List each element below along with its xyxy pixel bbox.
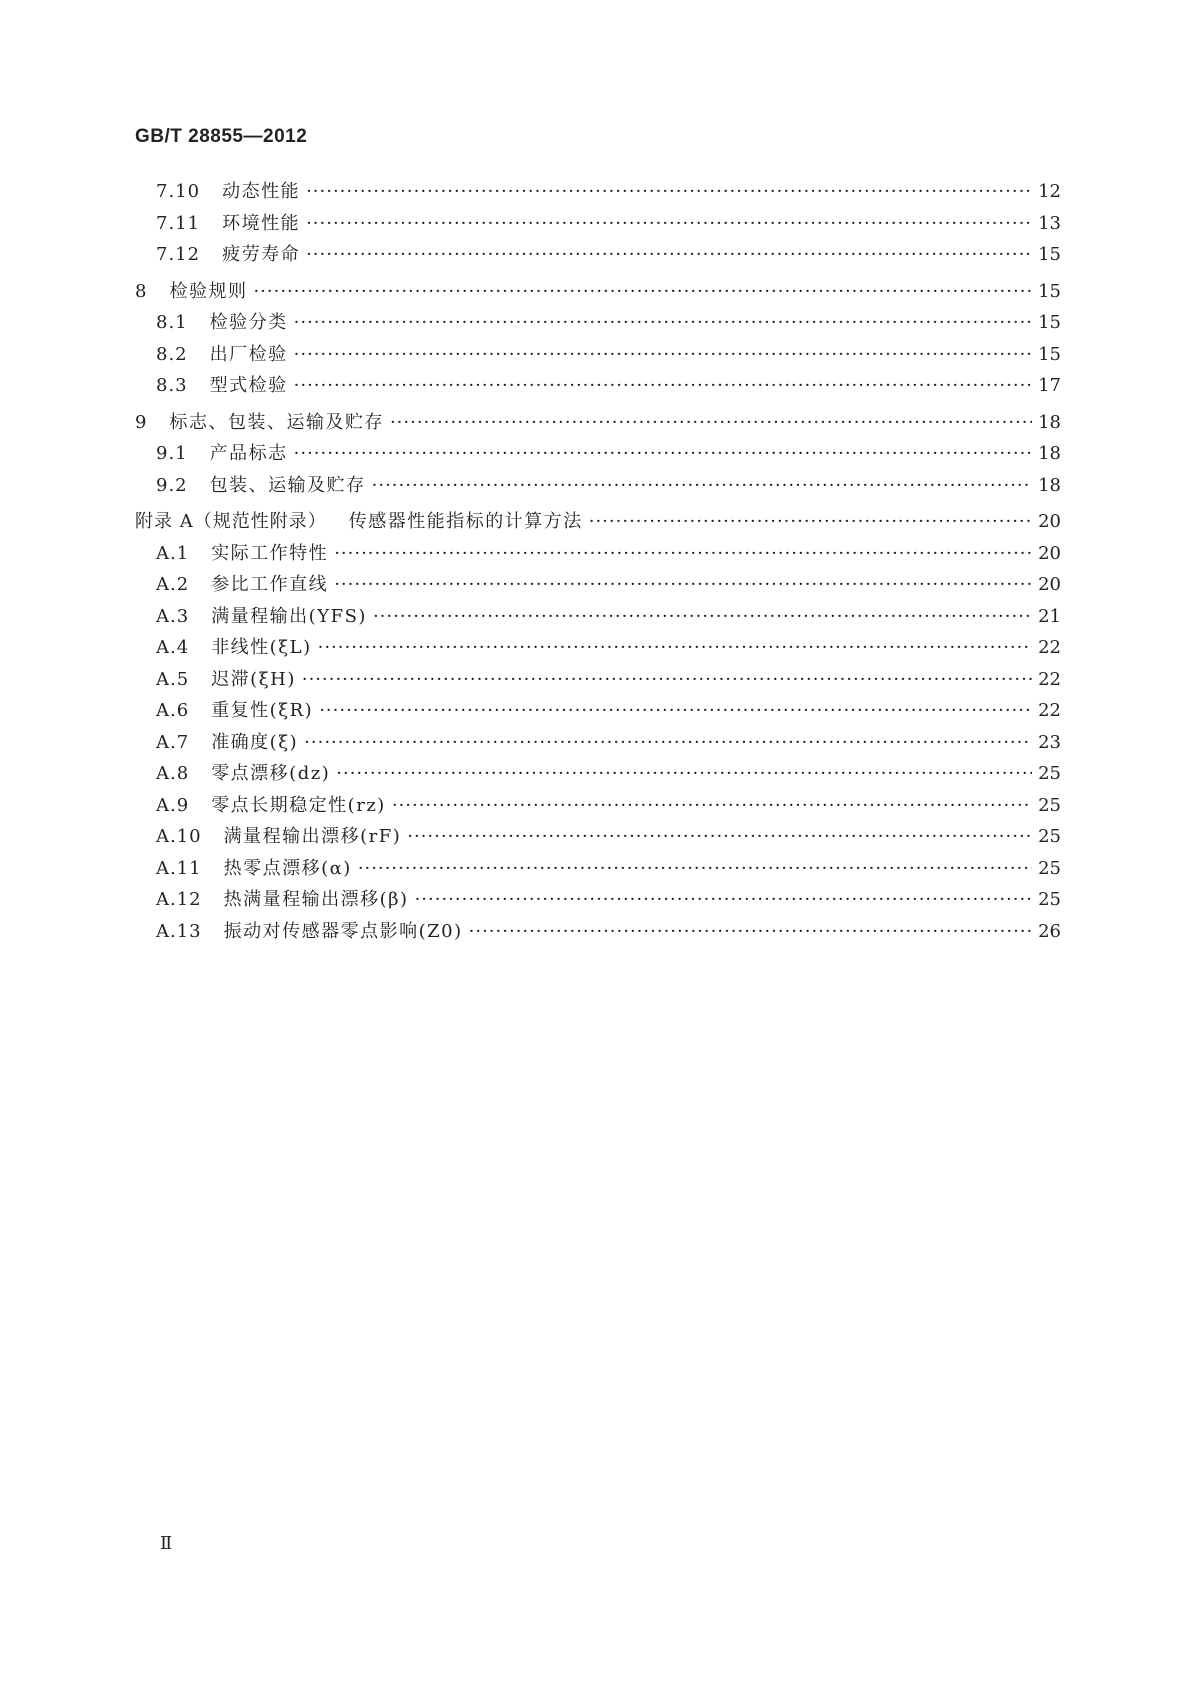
- toc-entry-number: 7.11: [156, 212, 201, 234]
- toc-entry[interactable]: [135, 208, 1061, 240]
- toc-entry[interactable]: [135, 470, 1061, 502]
- toc-entry-number: A.6: [156, 700, 190, 721]
- toc-entry-title: 检验分类: [209, 312, 288, 333]
- toc-entry[interactable]: [135, 339, 1061, 371]
- toc-entry-page: 26: [1038, 920, 1061, 942]
- toc-entry-title: 产品标志: [209, 443, 288, 464]
- toc-dot-leader: [294, 438, 1032, 470]
- toc-entry-title: 零点漂移(dz): [211, 763, 331, 784]
- table-of-contents: [135, 176, 1061, 947]
- toc-entry-title: 非线性(ξL): [211, 637, 312, 658]
- toc-entry[interactable]: [135, 601, 1061, 633]
- toc-entry-number: A.7: [156, 731, 190, 753]
- toc-entry-number: A.12: [156, 889, 202, 910]
- toc-entry-number: 9.2: [156, 474, 188, 496]
- toc-dot-leader: [372, 470, 1032, 502]
- toc-entry-page: 15: [1038, 343, 1061, 365]
- toc-entry-title: 传感器性能指标的计算方法: [348, 511, 583, 532]
- toc-entry[interactable]: [135, 884, 1061, 916]
- toc-entry-number: A.10: [156, 826, 202, 847]
- toc-dot-leader: [253, 276, 1032, 308]
- toc-entry-number: A.3: [156, 605, 190, 627]
- toc-entry-page: 22: [1038, 668, 1061, 690]
- toc-entry-title: 疲劳寿命: [222, 244, 301, 265]
- toc-entry-page: 25: [1038, 826, 1061, 847]
- toc-entry[interactable]: [135, 632, 1061, 664]
- toc-entry-number: A.2: [156, 574, 190, 595]
- toc-entry-title: 环境性能: [222, 212, 301, 234]
- toc-entry[interactable]: [135, 821, 1061, 853]
- toc-entry-title: 热零点漂移(α): [223, 857, 352, 879]
- toc-entry-number: A.9: [156, 794, 190, 816]
- toc-entry-page: 20: [1038, 542, 1061, 564]
- standard-number: GB/T 28855—2012: [135, 126, 308, 147]
- toc-entry-title: 重复性(ξR): [211, 700, 314, 721]
- toc-entry-number: 8.1: [156, 312, 188, 333]
- toc-dot-leader: [306, 239, 1032, 271]
- toc-entry-page: 25: [1038, 794, 1061, 816]
- toc-entry-page: 21: [1038, 605, 1061, 627]
- toc-entry-title: 标志、包装、运输及贮存: [169, 411, 384, 433]
- toc-entry-page: 18: [1038, 474, 1061, 496]
- toc-dot-leader: [294, 370, 1032, 402]
- toc-dot-leader: [390, 407, 1032, 439]
- toc-entry-number: 8.2: [156, 343, 188, 365]
- toc-entry-page: 25: [1038, 763, 1061, 784]
- toc-dot-leader: [407, 821, 1032, 853]
- toc-entry[interactable]: [135, 569, 1061, 601]
- toc-entry-page: 18: [1038, 443, 1061, 464]
- toc-dot-leader: [589, 506, 1032, 538]
- toc-entry-page: 12: [1038, 181, 1061, 202]
- toc-dot-leader: [334, 569, 1032, 601]
- toc-entry-title: 实际工作特性: [211, 542, 329, 564]
- toc-entry-page: 20: [1038, 574, 1061, 595]
- toc-entry-page: 15: [1038, 280, 1061, 302]
- toc-entry-page: 22: [1038, 700, 1061, 721]
- toc-entry[interactable]: [135, 916, 1061, 948]
- toc-entry-page: 15: [1038, 312, 1061, 333]
- toc-entry-number: 附录 A（规范性附录）: [135, 511, 327, 532]
- toc-entry-page: 23: [1038, 731, 1061, 753]
- toc-entry[interactable]: [135, 664, 1061, 696]
- toc-entry-page: 25: [1038, 857, 1061, 879]
- toc-dot-leader: [358, 853, 1032, 885]
- toc-entry[interactable]: [135, 758, 1061, 790]
- toc-dot-leader: [306, 176, 1032, 208]
- toc-dot-leader: [415, 884, 1033, 916]
- toc-entry-page: 13: [1038, 212, 1061, 234]
- toc-entry-number: A.13: [156, 920, 202, 942]
- toc-entry-title: 型式检验: [209, 375, 288, 396]
- toc-entry-number: 8.3: [156, 375, 188, 396]
- toc-entry-title: 满量程输出(YFS): [211, 605, 367, 627]
- toc-entry-number: 9: [135, 411, 148, 433]
- toc-entry-page: 20: [1038, 511, 1061, 532]
- toc-entry-number: A.8: [156, 763, 190, 784]
- toc-entry-number: A.11: [156, 857, 202, 879]
- toc-entry[interactable]: [135, 276, 1061, 308]
- toc-dot-leader: [334, 538, 1032, 570]
- toc-entry-title: 迟滞(ξH): [211, 668, 296, 690]
- toc-entry-title: 准确度(ξ): [211, 731, 299, 753]
- toc-entry-page: 22: [1038, 637, 1061, 658]
- toc-entry[interactable]: [135, 307, 1061, 339]
- toc-entry-title: 动态性能: [222, 181, 301, 202]
- toc-entry-title: 满量程输出漂移(rF): [223, 826, 402, 847]
- toc-entry[interactable]: [135, 370, 1061, 402]
- toc-entry[interactable]: [135, 538, 1061, 570]
- page-folio: Ⅱ: [160, 1533, 173, 1554]
- toc-entry-number: 7.10: [156, 181, 201, 202]
- toc-dot-leader: [318, 632, 1032, 664]
- toc-dot-leader: [336, 758, 1032, 790]
- toc-dot-leader: [469, 916, 1032, 948]
- toc-entry-number: 9.1: [156, 443, 188, 464]
- toc-dot-leader: [392, 790, 1032, 822]
- toc-entry[interactable]: [135, 727, 1061, 759]
- toc-entry-number: A.1: [156, 542, 190, 564]
- toc-entry-title: 检验规则: [169, 280, 248, 302]
- toc-entry-title: 包装、运输及贮存: [209, 474, 366, 496]
- toc-entry[interactable]: [135, 239, 1061, 271]
- toc-entry-number: A.5: [156, 668, 190, 690]
- toc-entry[interactable]: [135, 790, 1061, 822]
- toc-dot-leader: [294, 339, 1032, 371]
- toc-entry-title: 振动对传感器零点影响(Z0): [223, 920, 463, 942]
- toc-dot-leader: [319, 695, 1032, 727]
- toc-entry[interactable]: [135, 438, 1061, 470]
- toc-entry-title: 零点长期稳定性(rz): [211, 794, 386, 816]
- toc-entry[interactable]: [135, 176, 1061, 208]
- toc-entry-number: 8: [135, 280, 148, 302]
- toc-entry-page: 15: [1038, 244, 1061, 265]
- toc-entry[interactable]: [135, 853, 1061, 885]
- toc-entry[interactable]: [135, 695, 1061, 727]
- toc-entry-page: 17: [1038, 375, 1061, 396]
- toc-entry-page: 18: [1038, 411, 1061, 433]
- toc-dot-leader: [306, 208, 1032, 240]
- toc-dot-leader: [304, 727, 1032, 759]
- toc-entry-title: 出厂检验: [209, 343, 288, 365]
- toc-dot-leader: [294, 307, 1032, 339]
- toc-entry-page: 25: [1038, 889, 1061, 910]
- toc-entry-number: 7.12: [156, 244, 201, 265]
- toc-dot-leader: [373, 601, 1032, 633]
- toc-entry-number: A.4: [156, 637, 190, 658]
- toc-entry-title: 参比工作直线: [211, 574, 329, 595]
- toc-entry[interactable]: [135, 506, 1061, 538]
- toc-entry[interactable]: [135, 407, 1061, 439]
- toc-entry-title: 热满量程输出漂移(β): [223, 889, 409, 910]
- toc-dot-leader: [302, 664, 1032, 696]
